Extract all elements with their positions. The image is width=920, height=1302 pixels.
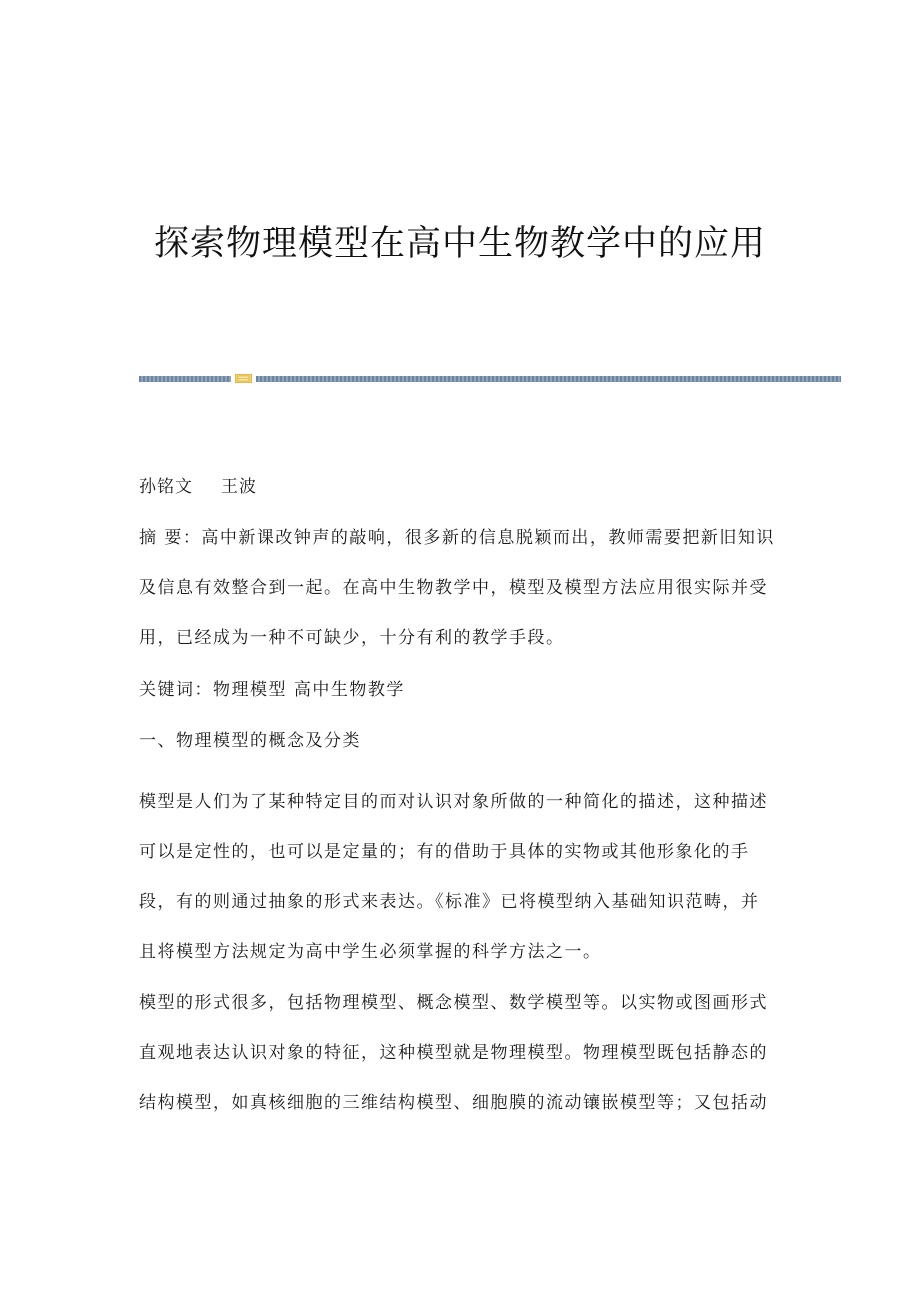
divider-bar-left (139, 376, 231, 382)
text-line: 模型是人们为了某种特定目的而对认识对象所做的一种简化的描述，这种描述 (139, 792, 768, 812)
title-divider (139, 374, 841, 383)
author-name: 孙铭文 (139, 477, 193, 497)
text-line: 结构模型，如真核细胞的三维结构模型、细胞膜的流动镶嵌模型等；又包括动 (139, 1093, 768, 1113)
text-line: 段，有的则通过抽象的形式来表达。《标准》已将模型纳入基础知识范畴，并 (139, 892, 760, 912)
section-heading (139, 716, 789, 766)
text-line: 及信息有效整合到一起。在高中生物教学中，模型及模型方法应用很实际并受 (139, 578, 768, 598)
author-list (139, 472, 257, 497)
text-line: 模型的形式很多，包括物理模型、概念模型、数学模型等。以实物或图画形式 (139, 993, 768, 1013)
text-line: 摘 要：高中新课改钟声的敲响，很多新的信息脱颖而出，教师需要把新旧知识 (139, 528, 775, 548)
body-paragraph (139, 777, 789, 977)
divider-bar-right (256, 376, 841, 382)
text-line: 用，已经成为一种不可缺少，十分有利的教学手段。 (139, 628, 565, 648)
text-line: 可以是定性的，也可以是定量的；有的借助于具体的实物或其他形象化的手 (139, 842, 750, 862)
author-name: 王波 (221, 477, 257, 497)
keywords-text: 关键词：物理模型 高中生物教学 (139, 680, 405, 700)
abstract-paragraph (139, 513, 789, 663)
text-line: 直观地表达认识对象的特征，这种模型就是物理模型。物理模型既包括静态的 (139, 1043, 768, 1063)
text-line: 且将模型方法规定为高中学生必须掌握的科学方法之一。 (139, 942, 602, 962)
keywords-line (139, 665, 789, 715)
section-heading-text: 一、物理模型的概念及分类 (139, 731, 361, 751)
body-paragraph (139, 978, 789, 1128)
document-title: 探索物理模型在高中生物教学中的应用 (153, 224, 766, 264)
divider-ornament-icon (235, 374, 252, 383)
